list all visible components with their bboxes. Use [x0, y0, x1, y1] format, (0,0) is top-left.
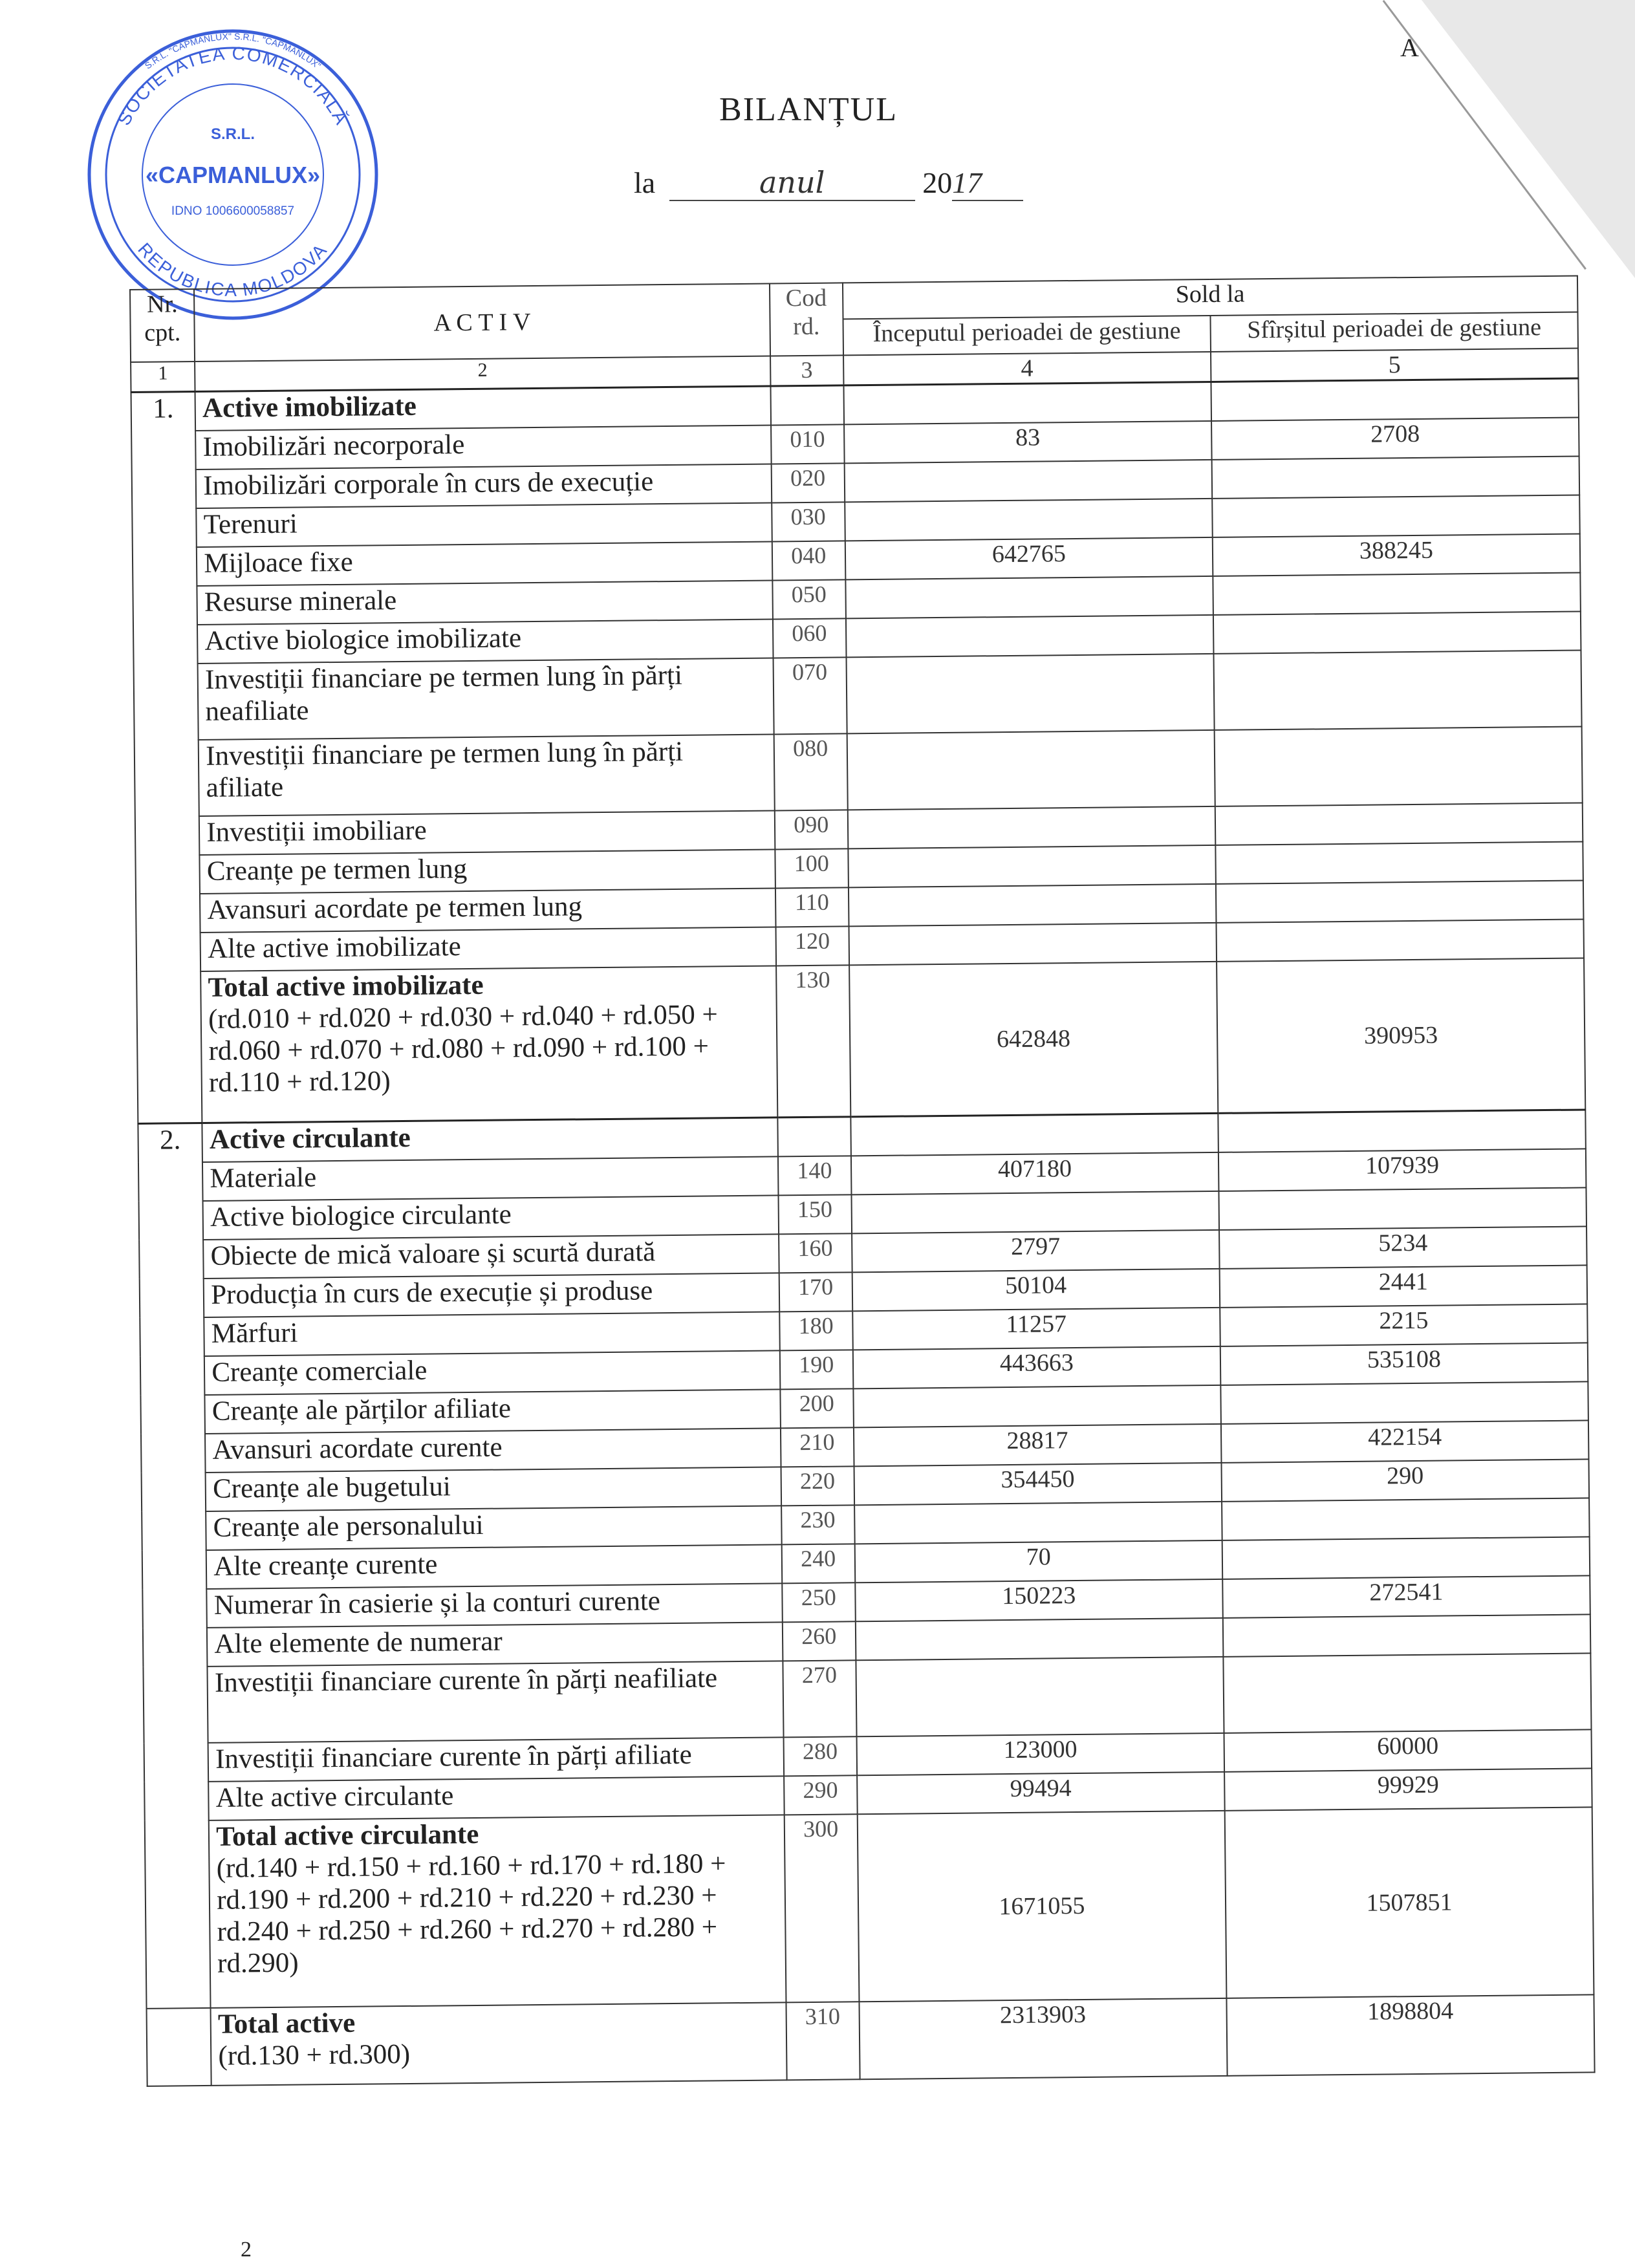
row-label: Imobilizări necorporale: [195, 425, 771, 470]
value-start: 123000: [856, 1733, 1224, 1775]
value-start: 99494: [857, 1771, 1225, 1813]
date-line: [634, 165, 1023, 201]
value-start: [851, 1191, 1219, 1233]
row-code: 310: [786, 2002, 860, 2080]
row-label: Avansuri acordate curente: [205, 1428, 781, 1473]
stamp-bottom-text: REPUBLICA MOLDOVA: [134, 239, 332, 301]
value-end: [1216, 919, 1584, 961]
value-start: 443663: [853, 1346, 1221, 1388]
corner-mark: A: [1400, 33, 1419, 62]
row-code: 200: [780, 1388, 854, 1428]
row-code: 090: [775, 810, 849, 849]
stamp-srl: S.R.L.: [210, 125, 255, 143]
row-code: 190: [780, 1350, 854, 1389]
section-number: 2.: [138, 1123, 210, 2008]
value-start: 354450: [854, 1462, 1222, 1504]
header-start: Începutul perioadei de gestiune: [843, 316, 1211, 355]
row-code: 020: [771, 463, 845, 502]
row-label: Terenuri: [197, 502, 772, 547]
value-end: [1223, 1614, 1591, 1656]
value-start: 407180: [851, 1152, 1219, 1194]
row-label: Avansuri acordate pe termen lung: [200, 888, 775, 933]
row-label: Investiții imobiliare: [199, 810, 775, 855]
row-code: 050: [772, 579, 846, 619]
value-end: 2215: [1220, 1304, 1588, 1346]
value-start: 50104: [852, 1268, 1220, 1310]
value-end: [1215, 803, 1583, 845]
value-start: 28817: [854, 1423, 1222, 1465]
row-code: 240: [781, 1544, 855, 1583]
date-prefix: la: [634, 166, 656, 199]
value-end: 60000: [1224, 1729, 1592, 1771]
row-label: Alte creanțe curente: [206, 1544, 782, 1589]
row-code: 180: [779, 1311, 853, 1350]
row-code: 070: [773, 657, 847, 734]
row-code: 120: [775, 926, 849, 966]
value-end: 107939: [1218, 1149, 1586, 1191]
row-code: 300: [784, 1814, 859, 2002]
value-start: [846, 653, 1214, 733]
col-number: 4: [843, 352, 1211, 385]
table-row: [134, 650, 1582, 740]
total-label-cell: [209, 1815, 786, 2008]
row-code: 260: [783, 1621, 856, 1661]
value-start: [853, 1385, 1221, 1427]
total-label: Total active imobilizate: [208, 969, 484, 1003]
row-code: 170: [779, 1272, 852, 1312]
value-start: 2797: [852, 1229, 1220, 1271]
row-label: Creanțe ale bugetului: [206, 1467, 781, 1511]
value-end: [1222, 1498, 1590, 1540]
table-row: [143, 1653, 1591, 1743]
date-period-handwritten: anul: [669, 165, 915, 201]
value-end: 2441: [1220, 1265, 1588, 1307]
company-stamp: [84, 26, 382, 323]
value-end: [1211, 378, 1579, 420]
value-end: [1215, 841, 1583, 883]
balance-sheet-table: [129, 275, 1596, 2086]
row-label: Investiții financiare pe termen lung în părți afiliate: [199, 734, 775, 816]
document-title: BILANȚUL: [719, 91, 898, 128]
date-year-handwritten: 17: [952, 166, 1023, 201]
value-start: 83: [844, 420, 1212, 462]
row-label: Obiecte de mică valoare și scurtă durată: [203, 1234, 779, 1279]
date-year-prefix: 20: [922, 166, 953, 199]
header-sold: Sold la: [843, 276, 1578, 319]
section-title: [202, 1118, 778, 1162]
value-start: [847, 729, 1215, 809]
row-code: 100: [775, 848, 849, 888]
stamp-top-text: SOCIETATEA COMERCIALĂ: [113, 43, 352, 129]
row-code: [777, 1117, 851, 1156]
row-label: Mărfuri: [204, 1312, 780, 1356]
page-number: 2: [241, 2238, 252, 2262]
grand-total-label-cell: [211, 2002, 787, 2086]
row-code: 080: [774, 733, 847, 810]
row-label: Materiale: [202, 1156, 778, 1201]
row-label: Investiții financiare curente în părți afiliate: [208, 1737, 784, 1782]
value-end: [1220, 1381, 1588, 1423]
value-end: 99929: [1224, 1768, 1592, 1810]
value-start: 642765: [845, 537, 1213, 579]
row-label: Creanțe ale părților afiliate: [205, 1389, 781, 1434]
value-end: 290: [1221, 1459, 1589, 1501]
value-end: [1223, 1653, 1591, 1733]
empty-cell: [147, 2007, 211, 2086]
row-code: 290: [784, 1775, 858, 1815]
value-start: [844, 459, 1212, 501]
row-code: 030: [772, 502, 845, 541]
row-code: 130: [776, 965, 850, 1118]
row-code: 160: [779, 1233, 852, 1273]
value-start: 642848: [849, 961, 1218, 1116]
row-code: 140: [778, 1156, 852, 1195]
row-label: Investiții financiare pe termen lung în părți neafiliate: [198, 658, 774, 740]
row-code: 210: [781, 1427, 854, 1467]
col-number: 5: [1211, 349, 1579, 382]
value-end: [1216, 880, 1584, 922]
row-code: 150: [778, 1194, 852, 1234]
value-end: [1218, 1187, 1586, 1229]
value-end: 2708: [1211, 417, 1579, 459]
header-end: Sfîrșitul perioadei de gestiune: [1210, 312, 1578, 352]
row-code: 110: [775, 887, 849, 927]
value-start: [848, 845, 1216, 887]
value-end: 535108: [1220, 1343, 1588, 1385]
row-label: Alte elemente de numerar: [207, 1622, 783, 1667]
header-activ: A C T I V: [194, 283, 770, 362]
value-end: 5234: [1219, 1226, 1587, 1268]
total-row: [145, 1807, 1594, 2008]
value-start: [843, 382, 1211, 424]
value-start: 11257: [852, 1307, 1220, 1349]
row-label: Active biologice circulante: [203, 1195, 779, 1240]
row-code: 250: [782, 1582, 856, 1622]
value-start: 150223: [855, 1579, 1223, 1621]
col-number: 3: [770, 355, 843, 386]
row-label: Mijloace fixe: [197, 541, 772, 586]
section-title-text: Active imobilizate: [202, 391, 417, 424]
row-label: Creanțe ale personalului: [206, 1506, 781, 1550]
value-end: 272541: [1222, 1575, 1590, 1617]
col-number: 2: [195, 356, 770, 391]
row-label: Producția în curs de execuție și produse: [204, 1273, 779, 1317]
total-label: Total active circulante: [216, 1819, 479, 1852]
row-label: Creanțe comerciale: [204, 1350, 780, 1395]
section-title: [195, 386, 771, 431]
header-nr: Nr. cpt.: [130, 289, 195, 362]
value-start: 2313903: [859, 1998, 1227, 2079]
row-label: Resurse minerale: [197, 580, 773, 625]
row-label: Investiții financiare curente în părți neafiliate: [208, 1661, 784, 1743]
folded-corner: [1422, 0, 1635, 278]
row-label: Numerar în casierie și la conturi curente: [207, 1583, 783, 1628]
total-label-cell: [200, 966, 777, 1123]
total-row: [136, 958, 1585, 1123]
row-label: Imobilizări corporale în curs de execuție: [196, 464, 772, 508]
value-end: 388245: [1213, 534, 1581, 576]
row-code: 060: [773, 618, 847, 658]
value-start: 70: [854, 1540, 1222, 1582]
grand-total-row: [147, 1994, 1595, 2086]
row-code: 010: [771, 424, 845, 464]
row-code: 230: [781, 1505, 855, 1544]
value-end: 1898804: [1226, 1994, 1594, 2075]
value-start: [854, 1501, 1222, 1543]
value-start: [846, 614, 1214, 656]
grand-total-label: Total active: [217, 2007, 356, 2040]
value-start: [845, 576, 1213, 618]
stamp-outer-text: S.R.L. "CAPMANLUX" S.R.L. "CAPMANLUX": [142, 30, 323, 71]
total-formula: (rd.010 + rd.020 + rd.030 + rd.040 + rd.050 + rd.060 + rd.070 + rd.080 + rd.090 + rd.100 + rd.110 + rd.120): [208, 999, 718, 1098]
value-start: [848, 806, 1216, 848]
value-start: [850, 1113, 1218, 1155]
value-end: [1213, 611, 1581, 653]
row-code: 040: [772, 541, 846, 580]
row-code: 220: [781, 1466, 854, 1506]
value-end: 1507851: [1225, 1807, 1594, 1998]
value-end: [1213, 572, 1581, 614]
grand-total-formula: (rd.130 + rd.300): [218, 2038, 411, 2071]
stamp-company-name: «CAPMANLUX»: [145, 162, 321, 188]
value-end: [1222, 1537, 1590, 1579]
row-label: Alte active imobilizate: [200, 927, 776, 971]
row-code: 280: [783, 1736, 857, 1776]
value-end: [1218, 1110, 1586, 1152]
value-end: 390953: [1217, 958, 1585, 1113]
table-row: [135, 726, 1583, 816]
row-label: Creanțe pe termen lung: [200, 849, 775, 894]
value-start: [845, 498, 1213, 540]
header-cod: Cod rd.: [770, 283, 843, 356]
value-end: [1213, 650, 1581, 729]
row-label: Alte active circulante: [208, 1776, 784, 1820]
value-start: [856, 1656, 1224, 1736]
stamp-idno: IDNO 1006600058857: [171, 204, 295, 218]
value-end: [1212, 495, 1580, 537]
section-title-text: Active circulante: [209, 1122, 411, 1155]
value-end: [1215, 726, 1583, 806]
total-formula: (rd.140 + rd.150 + rd.160 + rd.170 + rd.180 + rd.190 + rd.200 + rd.210 + rd.220 + rd.230 + rd.240 + rd.250 + rd.260 + rd.270 + rd.280 + rd.290): [216, 1848, 726, 1979]
row-label: Active biologice imobilizate: [197, 619, 773, 664]
value-start: [849, 922, 1217, 964]
value-start: [856, 1617, 1224, 1659]
col-number: 1: [131, 362, 195, 392]
row-code: 270: [783, 1660, 856, 1737]
value-end: [1212, 456, 1580, 498]
value-start: 1671055: [857, 1810, 1226, 2001]
value-end: 422154: [1221, 1420, 1589, 1462]
section-number: 1.: [131, 392, 202, 1124]
value-start: [849, 883, 1217, 925]
row-code: [770, 385, 844, 425]
